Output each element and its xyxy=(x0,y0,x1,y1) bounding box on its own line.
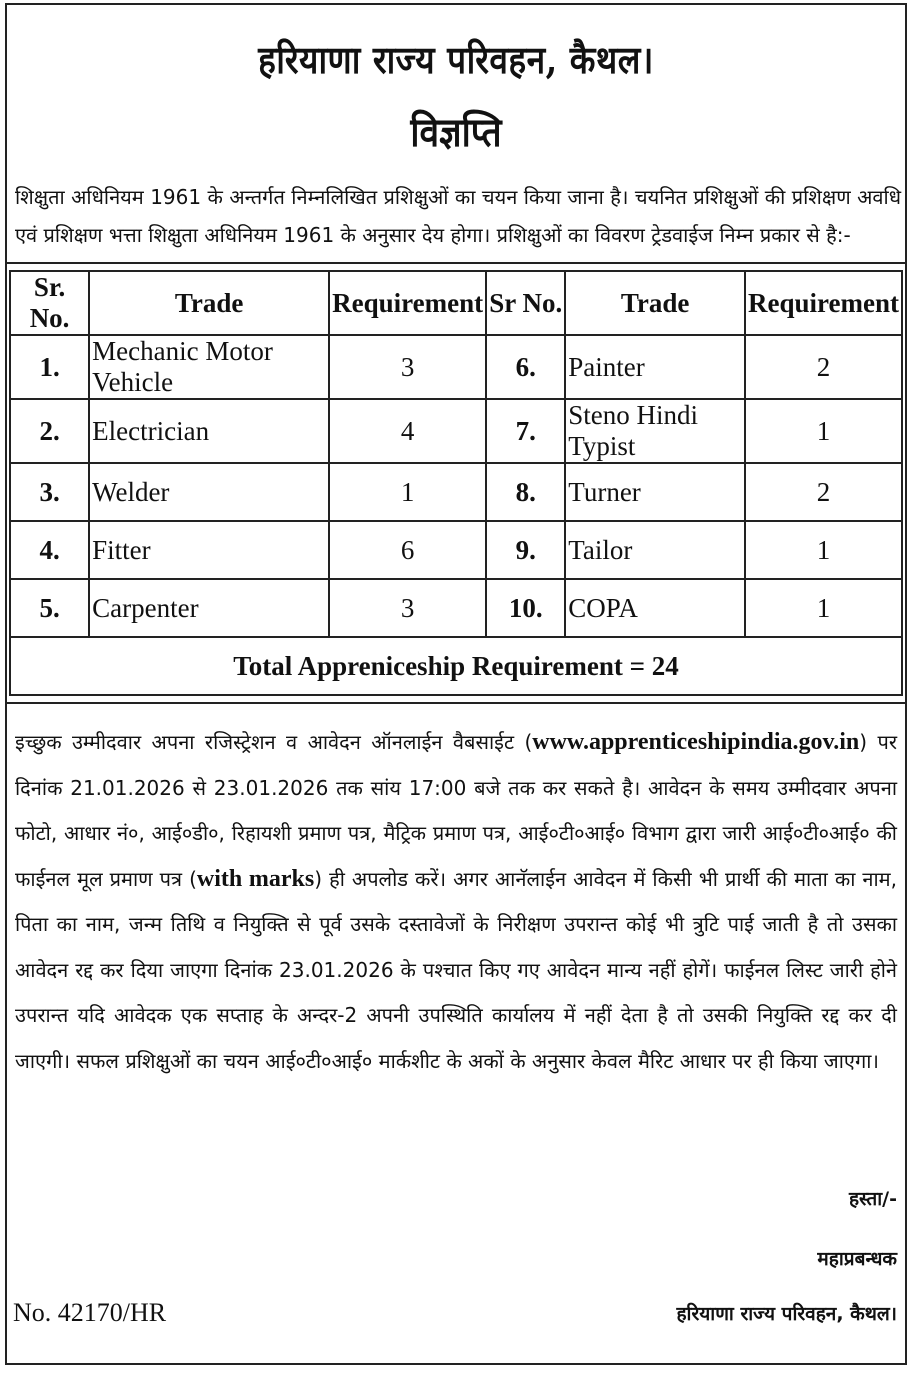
instructions-paragraph xyxy=(15,720,897,1084)
cell-requirement: 1 xyxy=(745,521,902,579)
cell-trade: Carpenter xyxy=(89,579,329,637)
instructions-text-1: इच्छुक उम्मीदवार अपना रजिस्ट्रेशन व आवेदन ऑनलाईन वैबसाईट ( xyxy=(15,730,533,754)
trades-table xyxy=(9,270,903,696)
cell-sr: 1. xyxy=(10,335,89,399)
signatory-office: हरियाणा राज्य परिवहन, कैथल। xyxy=(676,1303,897,1325)
table-row xyxy=(10,521,902,579)
cell-requirement: 2 xyxy=(745,463,902,521)
cell-trade: Fitter xyxy=(89,521,329,579)
cell-trade: Turner xyxy=(565,463,745,521)
table-row xyxy=(10,579,902,637)
cell-sr: 7. xyxy=(486,399,565,463)
cell-trade: COPA xyxy=(565,579,745,637)
page-title: हरियाणा राज्य परिवहन, कैथल। xyxy=(258,37,654,82)
header-sr-no: Sr. No. xyxy=(10,271,89,335)
header-sr-no-2: Sr No. xyxy=(486,271,565,335)
signature-mark: हस्ता/- xyxy=(848,1188,897,1210)
table-header-row xyxy=(10,271,902,335)
instructions-text-2: ) पर दिनांक 21.01.2026 से 23.01.2026 तक सांय 17:00 बजे तक कर सकते है। आवेदन के समय उम्मीदवार अपना फोटो, आधार नं०, आई०डी०, रिहायशी प्रमाण पत्र, मैट्रिक प्रमाण पत्र, आई०टी०आई० विभाग द्वारा जारी आई०टी०आई० की फाईनल मूल प्रमाण पत्र ( xyxy=(15,730,898,891)
cell-sr: 3. xyxy=(10,463,89,521)
cell-trade: Tailor xyxy=(565,521,745,579)
website-link[interactable]: www.apprenticeshipindia.gov.in xyxy=(532,729,860,755)
cell-requirement: 4 xyxy=(329,399,486,463)
cell-requirement: 1 xyxy=(745,399,902,463)
header-trade-2: Trade xyxy=(565,271,745,335)
signatory-designation: महाप्रबन्धक xyxy=(817,1248,897,1270)
intro-paragraph: शिक्षुता अधिनियम 1961 के अन्तर्गत निम्नलिखित प्रशिक्षुओं का चयन किया जाना है। चयनित प्रशिक्षुओं की प्रशिक्षण अवधि एवं प्रशिक्षण भत्ता शिक्षुता अधिनियम 1961 के अनुसार देय होगा। प्रशिक्षुओं का विवरण ट्रेडवाईज निम्न प्रकार से है:- xyxy=(15,185,901,247)
cell-trade: Welder xyxy=(89,463,329,521)
header-trade: Trade xyxy=(89,271,329,335)
total-row xyxy=(10,637,902,695)
trades-table-frame xyxy=(7,262,905,704)
cell-requirement: 6 xyxy=(329,521,486,579)
cell-trade: Painter xyxy=(565,335,745,399)
notice-page xyxy=(5,3,907,1365)
header-requirement-2: Requirement xyxy=(745,271,902,335)
cell-requirement: 3 xyxy=(329,335,486,399)
table-row xyxy=(10,399,902,463)
table-row xyxy=(10,463,902,521)
cell-sr: 6. xyxy=(486,335,565,399)
cell-sr: 8. xyxy=(486,463,565,521)
header-requirement: Requirement xyxy=(329,271,486,335)
cell-sr: 5. xyxy=(10,579,89,637)
notice-heading: विज्ञप्ति xyxy=(410,109,502,156)
cell-requirement: 3 xyxy=(329,579,486,637)
cell-sr: 9. xyxy=(486,521,565,579)
cell-requirement: 1 xyxy=(329,463,486,521)
total-requirement: Total Appreniceship Requirement = 24 xyxy=(10,637,902,695)
reference-number: No. 42170/HR xyxy=(13,1298,167,1327)
cell-trade: Mechanic Motor Vehicle xyxy=(89,335,329,399)
cell-requirement: 2 xyxy=(745,335,902,399)
cell-sr: 10. xyxy=(486,579,565,637)
cell-trade: Electrician xyxy=(89,399,329,463)
instructions-text-3: ) ही अपलोड करें। अगर आनॅलाईन आवेदन में किसी भी प्रार्थी की माता का नाम, पिता का नाम, जन्म तिथि व नियुक्ति से पूर्व उसके दस्तावेजों के निरीक्षण उपरान्त कोई भी त्रुटि पाई जाती है तो उसका आवेदन रद्द कर दिया जाएगा दिनांक 23.01.2026 के पश्चात किए गए आवेदन मान्य नहीं होगें। फाईनल लिस्ट जारी होने उपरान्त यदि आवेदक एक सप्ताह के अन्दर-2 अपनी उपस्थिति कार्यालय में नहीं देता है तो उसकी नियुक्ति रद्द कर दी जाएगी। सफल प्रशिक्षुओं का चयन आई०टी०आई० मार्कशीट के अकों के अनुसार केवल मैरिट आधार पर ही किया जाएगा। xyxy=(15,866,897,1073)
cell-requirement: 1 xyxy=(745,579,902,637)
cell-sr: 4. xyxy=(10,521,89,579)
cell-sr: 2. xyxy=(10,399,89,463)
with-marks-text: with marks xyxy=(196,865,315,892)
table-row xyxy=(10,335,902,399)
cell-trade: Steno Hindi Typist xyxy=(565,399,745,463)
